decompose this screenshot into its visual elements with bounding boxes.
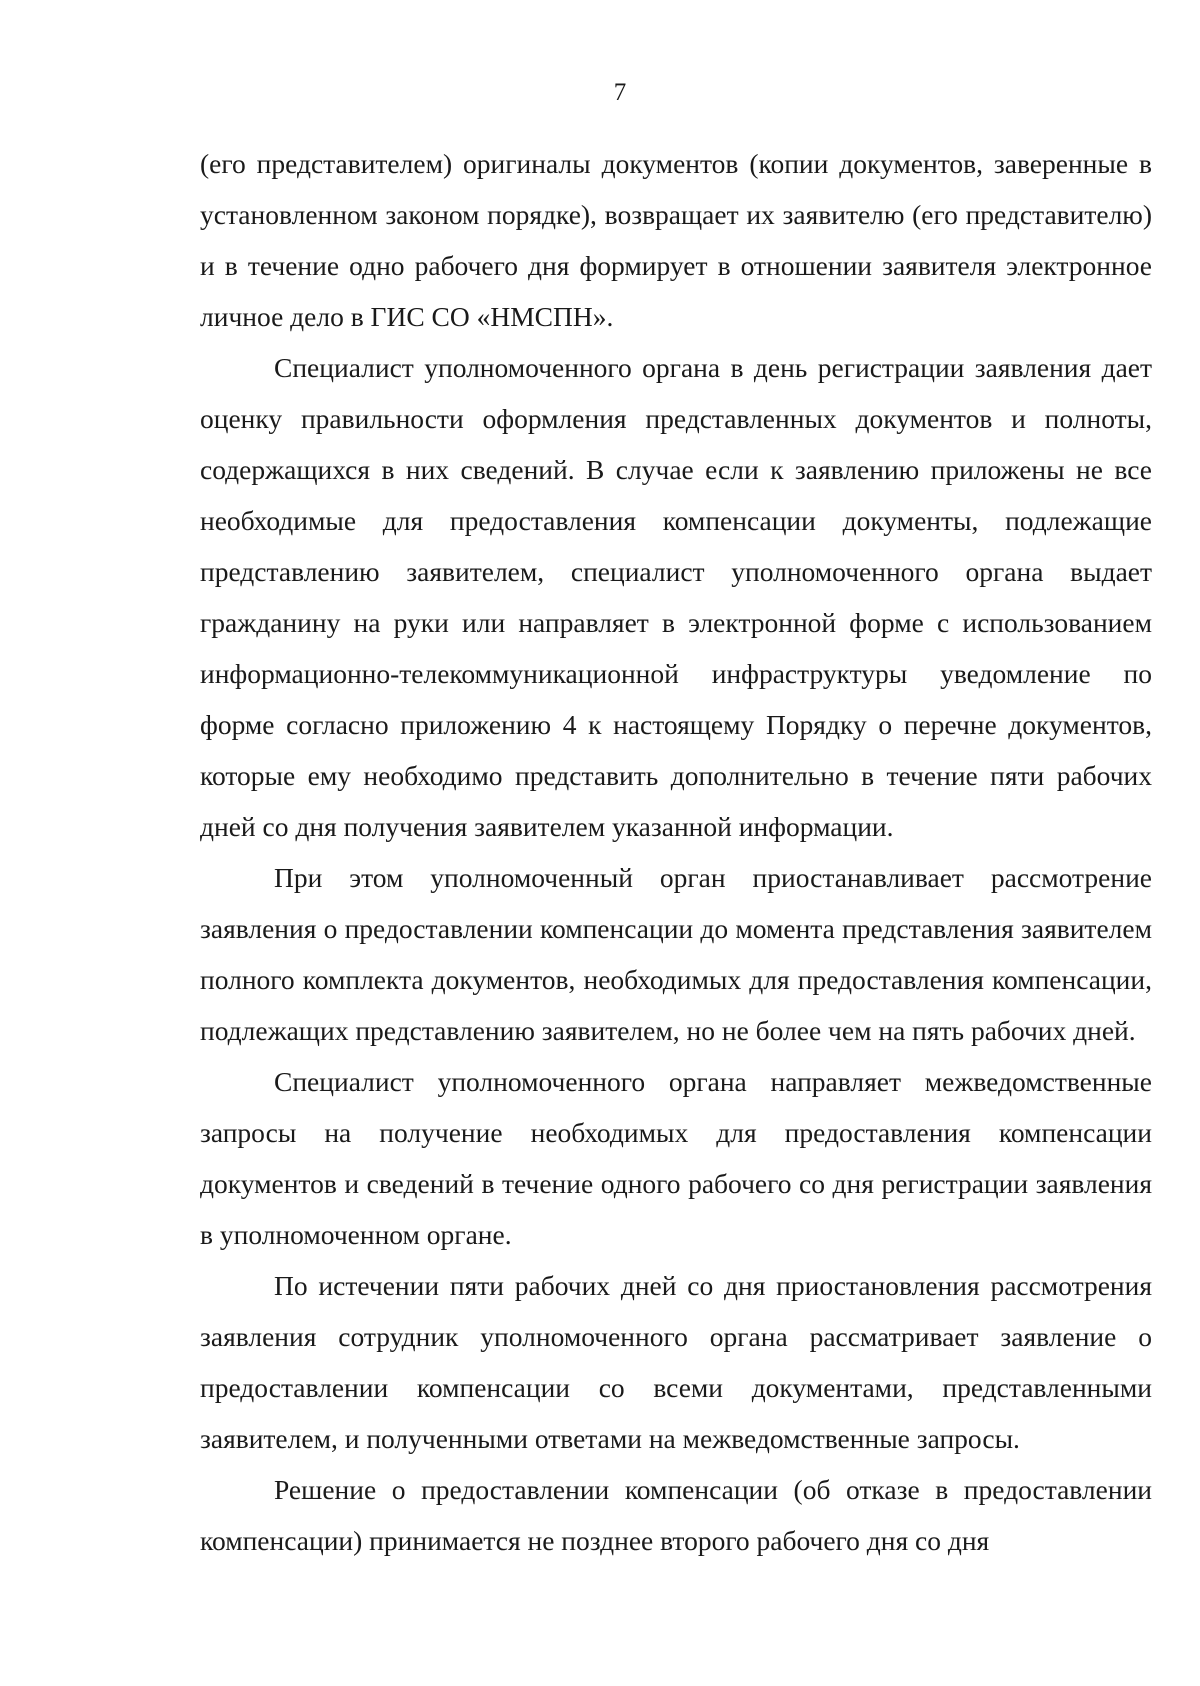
paragraph: Решение о предоставлении компенсации (об отказе в предоставлении компенсации) принимается не позднее второго рабочего дня со дня (200, 1474, 1152, 1556)
paragraph: Специалист уполномоченного органа в день регистрации заявления дает оценку правильности оформления представленных документов и полноты, содержащихся в них сведений. В случае если к заявлению приложены не все необходимые для предоставления компенсации документы, подлежащие представлению заявителем, специалист уполномоченного органа выдает гражданину на руки или направляет в электронной форме с использованием информационно-телекоммуникационной инфраструктуры уведомление по форме согласно приложению 4 к настоящему Порядку о перечне документов, которые ему необходимо представить дополнительно в течение пяти рабочих дней со дня получения заявителем указанной информации. (200, 352, 1152, 842)
paragraph: По истечении пяти рабочих дней со дня приостановления рассмотрения заявления сотрудник уполномоченного органа рассматривает заявление о предоставлении компенсации со всеми документами, представленными заявителем, и полученными ответами на межведомственные запросы. (200, 1270, 1152, 1454)
paragraph: При этом уполномоченный орган приостанавливает рассмотрение заявления о предоставлении компенсации до момента представления заявителем полного комплекта документов, необходимых для предоставления компенсации, подлежащих представлению заявителем, но не более чем на пять рабочих дней. (200, 862, 1152, 1046)
paragraph: (его представителем) оригиналы документов (копии документов, заверенные в установленном законом порядке), возвращает их заявителю (его представителю) и в течение одно рабочего дня формирует в отношении заявителя электронное личное дело в ГИС СО «НМСПН». (200, 148, 1152, 332)
document-body (200, 138, 1152, 1566)
paragraph: Специалист уполномоченного органа направляет межведомственные запросы на получение необходимых для предоставления компенсации документов и сведений в течение одного рабочего со дня регистрации заявления в уполномоченном органе. (200, 1066, 1152, 1250)
page-number: 7 (613, 79, 627, 106)
